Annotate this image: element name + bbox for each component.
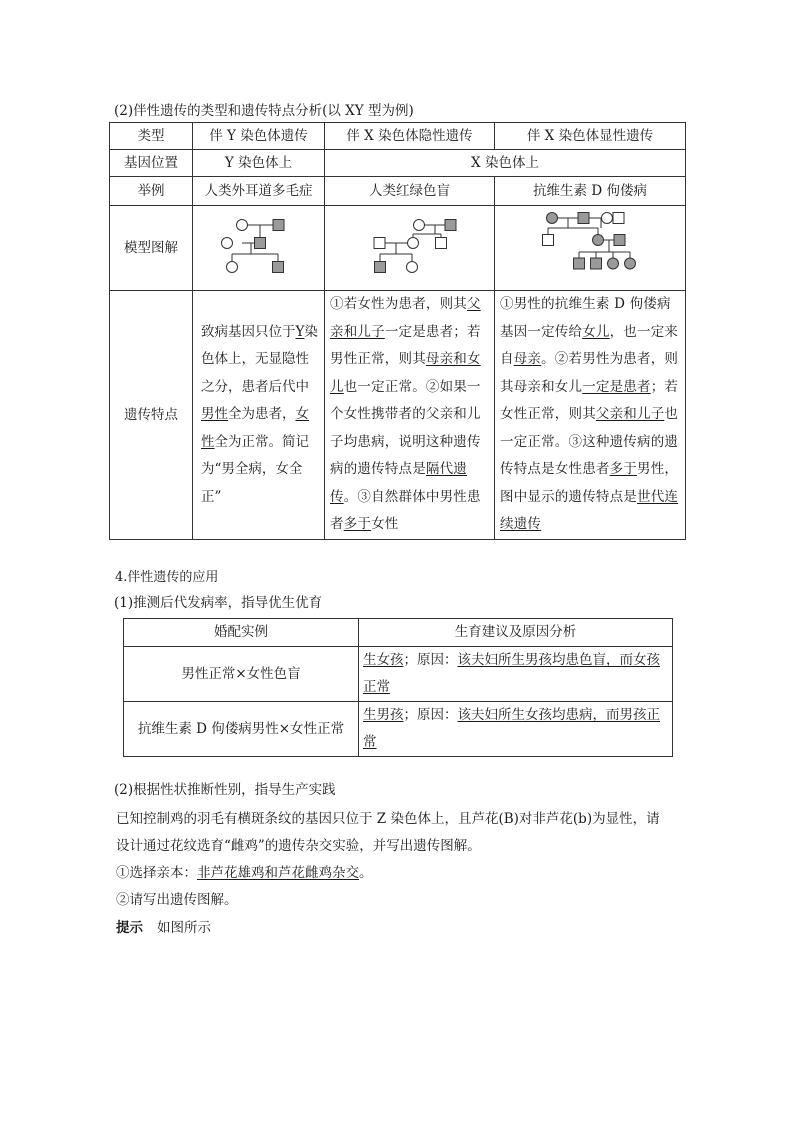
marriage-case: 男性正常×女性色盲 — [124, 647, 359, 702]
pedigree-x-recessive-diagram — [330, 210, 490, 280]
step-1: ①选择亲本：非芦花雄鸡和芦花雌鸡杂交。 — [116, 865, 373, 881]
table-row — [110, 291, 686, 540]
header-marriage-case: 婚配实例 — [124, 619, 359, 647]
gene-position-y: Y 染色体上 — [193, 150, 325, 177]
table-row — [124, 702, 673, 757]
features-x-dominant: ①男性的抗维生素 D 佝偻病基因一定传给女儿，也一定来自母亲。②若男性为患者，则其母亲和女儿一定是患者；若女性正常，则其父亲和儿子也一定正常。③这种遗传病的遗传特点是女性患者多于男性，图中显示的遗传特点是世代连续遗传 — [495, 291, 686, 540]
pedigree-xd-cell — [495, 206, 686, 291]
sub1-title: (1)推测后代发病率，指导优生优育 — [114, 595, 323, 611]
header-x-dominant: 伴 X 染色体显性遗传 — [495, 123, 686, 150]
sub2-title: (2)根据性状推断性别，指导生产实践 — [114, 782, 336, 798]
pedigree-y-cell — [193, 206, 325, 291]
hint: 提示 如图所示 — [116, 920, 211, 936]
pedigree-y-linked-diagram — [199, 210, 319, 280]
gene-position-label: 基因位置 — [110, 150, 193, 177]
example-label: 举例 — [110, 177, 193, 206]
paragraph-line-2: 设计通过花纹选育“雌鸡”的遗传杂交实验，并写出遗传图解。 — [116, 838, 481, 854]
gene-position-x: X 染色体上 — [325, 150, 686, 177]
table-row — [124, 647, 673, 702]
header-x-recessive: 伴 X 染色体隐性遗传 — [325, 123, 495, 150]
pedigree-xr-cell — [325, 206, 495, 291]
features-y-linked: 致病基因只位于Y染色体上，无显隐性之分，患者后代中男性全为患者，女性全为正常。简记为“男全病，女全正” — [193, 291, 325, 540]
diagram-label: 模型图解 — [110, 206, 193, 291]
marriage-case: 抗维生素 D 佝偻病男性×女性正常 — [124, 702, 359, 757]
example-xd: 抗维生素 D 佝偻病 — [495, 177, 686, 206]
example-xr: 人类红绿色盲 — [325, 177, 495, 206]
table-row — [110, 123, 686, 150]
pedigree-x-dominant-diagram — [500, 208, 680, 282]
table-row — [110, 150, 686, 177]
advice-cell: 生男孩；原因：该夫妇所生女孩均患病，而男孩正常 — [359, 702, 673, 757]
features-label: 遗传特点 — [110, 291, 193, 540]
paragraph-line-1: 已知控制鸡的羽毛有横斑条纹的基因只位于 Z 染色体上，且芦花(B)对非芦花(b)为显性，请 — [116, 811, 660, 827]
header-advice: 生育建议及原因分析 — [359, 619, 673, 647]
features-x-recessive: ①若女性为患者，则其父亲和儿子一定是患者；若男性正常，则其母亲和女儿也一定正常。②如果一个女性携带者的父亲和儿子均患病，说明这种遗传病的遗传特点是隔代遗传。③自然群体中男性患者多于女性 — [325, 291, 495, 540]
step-2: ②请写出遗传图解。 — [116, 892, 238, 908]
section-title: (2)伴性遗传的类型和遗传特点分析(以 XY 型为例) — [114, 103, 414, 119]
header-type: 类型 — [110, 123, 193, 150]
advice-cell: 生女孩；原因：该夫妇所生男孩均患色盲，而女孩正常 — [359, 647, 673, 702]
table-row — [124, 619, 673, 647]
table-row — [110, 177, 686, 206]
sex-linked-inheritance-table — [109, 122, 686, 540]
section4-title: 4.伴性遗传的应用 — [115, 570, 219, 585]
table-row — [110, 206, 686, 291]
example-y: 人类外耳道多毛症 — [193, 177, 325, 206]
header-y-linked: 伴 Y 染色体遗传 — [193, 123, 325, 150]
marriage-advice-table — [123, 618, 673, 757]
